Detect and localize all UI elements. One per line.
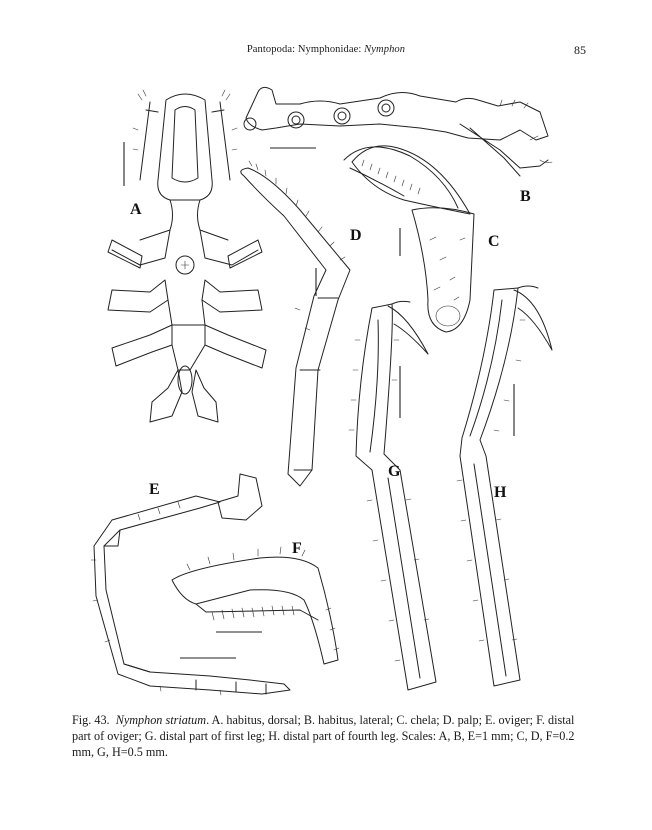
caption-text: . A. habitus, dorsal; B. habitus, lateral; C. chela; D. palp; E. oviger; F. distal part of oviger; G. distal part of first leg; H. distal part of fourth leg. Scales: A, B, E=1 mm; C, D, F=0.2 mm, G, H=0.5 mm.: [72, 713, 575, 759]
drawing-d-palp: [241, 161, 350, 486]
drawing-b-habitus-lateral: [244, 87, 552, 176]
panel-label-g: G: [388, 463, 401, 480]
panel-label-h: H: [494, 484, 507, 501]
caption-fig-number: Fig. 43.: [72, 713, 110, 727]
caption-species: Nymphon striatum: [115, 713, 207, 727]
panel-label-c: C: [488, 233, 500, 250]
running-head-genus: Nymphon: [364, 44, 406, 55]
page-number: 85: [574, 43, 586, 57]
drawing-f-oviger-distal: [172, 547, 339, 664]
drawing-e-oviger: [91, 474, 290, 695]
drawing-c-chela: [344, 146, 474, 332]
panel-label-e: E: [149, 481, 160, 498]
panel-label-b: B: [520, 188, 531, 205]
figure-caption: [72, 712, 584, 760]
panel-label-a: A: [130, 201, 142, 218]
running-head-prefix: Pantopoda: Nymphonidae:: [246, 44, 365, 55]
drawing-a-habitus-dorsal: [108, 90, 266, 422]
drawing-g-first-leg: [349, 301, 436, 690]
panel-label-f: F: [292, 540, 302, 557]
panel-label-d: D: [350, 227, 362, 244]
